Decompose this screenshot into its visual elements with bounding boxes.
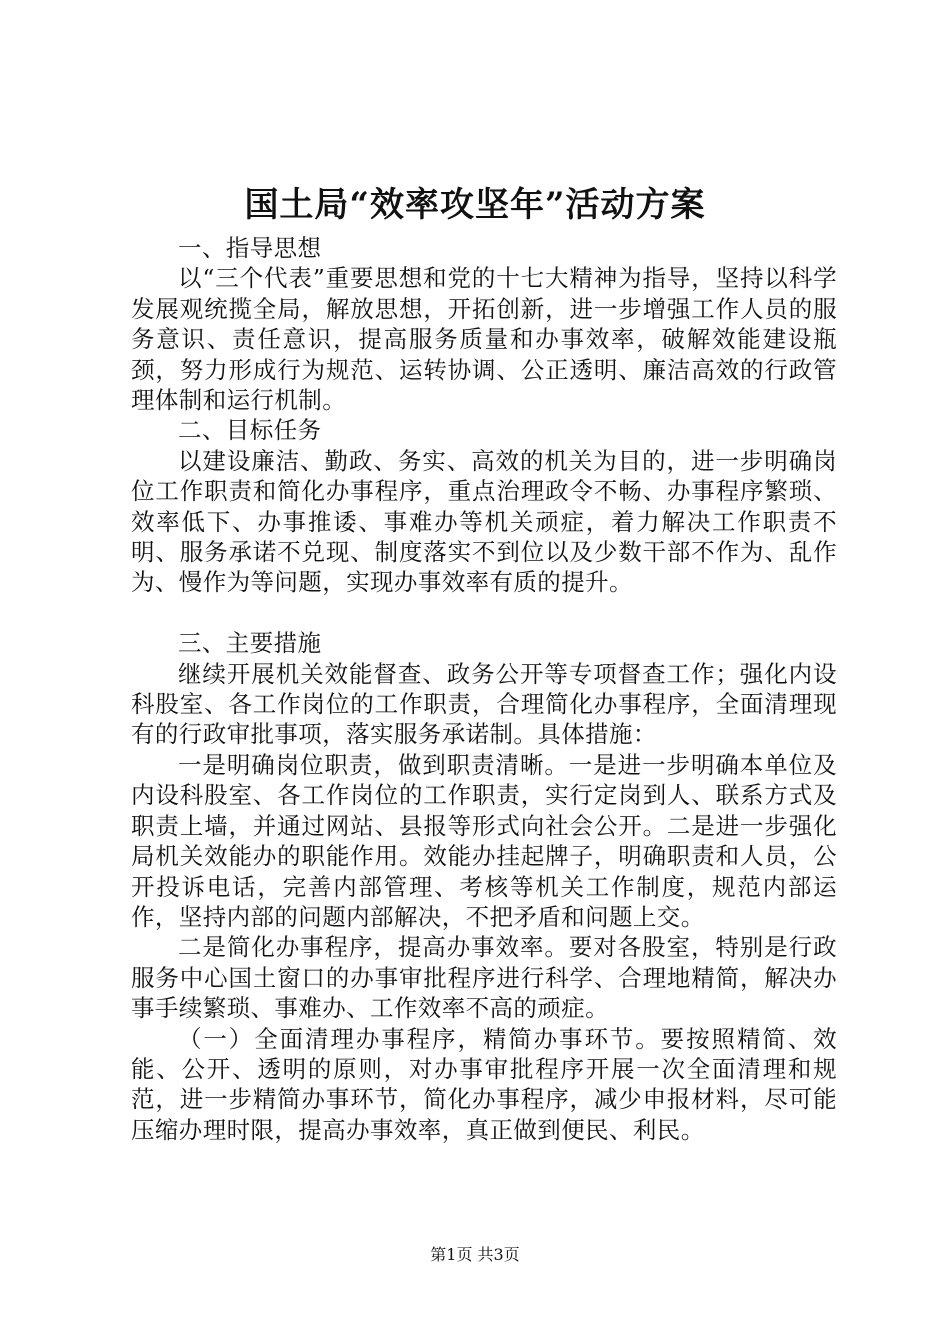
- paragraph-goals: 以建设廉洁、勤政、务实、高效的机关为目的，进一步明确岗位工作职责和简化办事程序，重点治理政令不畅、办事程序繁琐、效率低下、办事推诿、事难办等机关顽症，着力解决工作职责不明、服务承诺不兑现、制度落实不到位以及少数干部不作为、乱作为、慢作为等问题，实现办事效率有质的提升。: [131, 446, 837, 597]
- document-title: 国土局“效率攻坚年”活动方案: [244, 185, 706, 225]
- paragraph-measure-two: 二是简化办事程序，提高办事效率。要对各股室，特别是行政服务中心国土窗口的办事审批程序进行科学、合理地精简，解决办事手续繁琐、事难办、工作效率不高的顽症。: [131, 933, 837, 1023]
- paragraph-guiding-ideology: 以“三个代表”重要思想和党的十七大精神为指导，坚持以科学发展观统揽全局，解放思想，开拓创新，进一步增强工作人员的服务意识、责任意识，提高服务质量和办事效率，破解效能建设瓶颈，努力形成行为规范、运转协调、公正透明、廉洁高效的行政管理体制和运行机制。: [131, 264, 837, 415]
- section-heading-measures: 三、主要措施: [178, 629, 322, 658]
- page-footer: 第1页 共3页: [430, 1245, 520, 1264]
- paragraph-measure-two-sub-one: （一）全面清理办事程序，精简办事环节。要按照精简、效能、公开、透明的原则，对办事审批程序开展一次全面清理和规范，进一步精简办事环节，简化办事程序，减少申报材料，尽可能压缩办理时限，提高办事效率，真正做到便民、利民。: [131, 1024, 837, 1144]
- paragraph-measure-one: 一是明确岗位职责，做到职责清晰。一是进一步明确本单位及内设科股室、各工作岗位的工作职责，实行定岗到人、联系方式及职责上墙，并通过网站、县报等形式向社会公开。二是进一步强化局机关效能办的职能作用。效能办挂起牌子，明确职责和人员，公开投诉电话，完善内部管理、考核等机关工作制度，规范内部运作，坚持内部的问题内部解决，不把矛盾和问题上交。: [131, 750, 837, 931]
- section-heading-goals: 二、目标任务: [178, 416, 322, 445]
- section-heading-guiding-ideology: 一、指导思想: [178, 234, 322, 262]
- document-body: [131, 233, 837, 1145]
- paragraph-measures-intro: 继续开展机关效能督查、政务公开等专项督查工作；强化内设科股室、各工作岗位的工作职责，合理简化办事程序，全面清理现有的行政审批事项，落实服务承诺制。具体措施：: [131, 659, 837, 749]
